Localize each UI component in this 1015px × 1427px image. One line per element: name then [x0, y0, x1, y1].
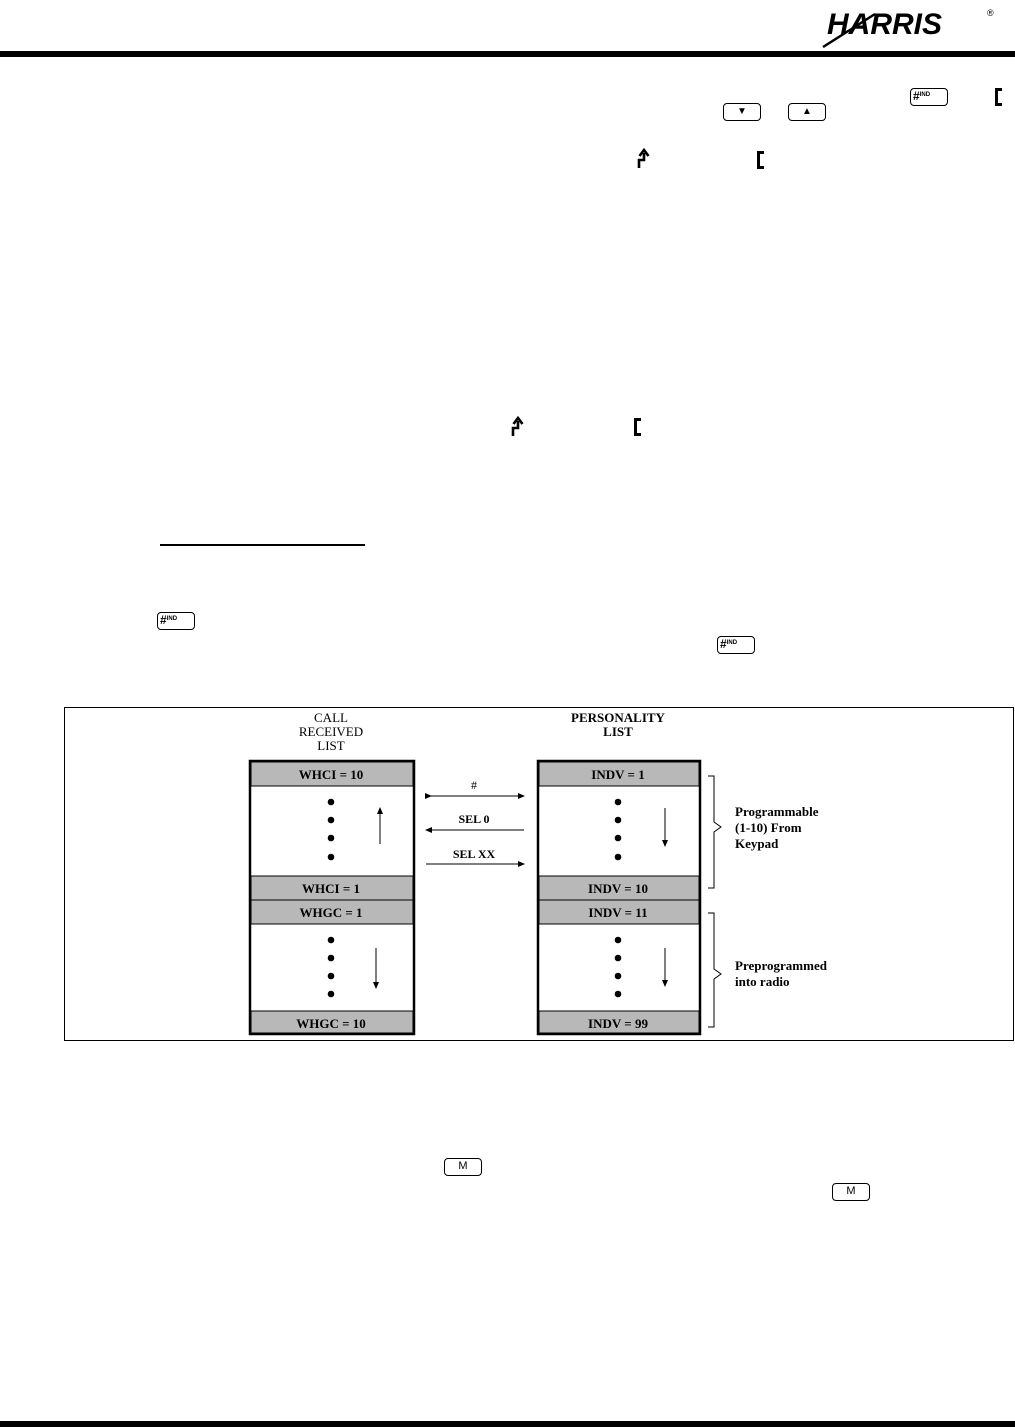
ind-key-sup: IND [919, 92, 931, 98]
scan-arrow-icon [636, 148, 652, 170]
down-arrow-key-icon [723, 103, 761, 121]
registered-mark: ® [987, 8, 994, 18]
ind-key-label: # [160, 613, 167, 627]
top-brace [708, 776, 721, 888]
ind-key-icon [157, 612, 195, 630]
down-arrow-label: ▼ [737, 106, 747, 117]
annotation-bottom-2: into radio [735, 974, 790, 989]
call-list-diagram [64, 707, 1014, 1041]
brand-text: HARRIS [827, 8, 943, 41]
left-title-3: LIST [317, 738, 345, 753]
heading-underline [160, 544, 365, 546]
annotation-top-1: Programmable [735, 804, 819, 819]
annotation-top-3: Keypad [735, 836, 779, 851]
arrow-label-hash: # [471, 778, 477, 792]
scan-arrow-icon [510, 416, 526, 438]
footer-rule [0, 1421, 1015, 1427]
up-arrow-label: ▲ [802, 106, 812, 117]
right-cell-3: INDV = 11 [588, 905, 648, 920]
bracket-icon [757, 151, 764, 169]
menu-key-label: M [458, 1160, 468, 1172]
bottom-brace [708, 913, 721, 1027]
menu-key-icon [444, 1158, 482, 1176]
menu-key-label: M [846, 1185, 856, 1197]
bracket-icon [995, 88, 1002, 106]
right-cell-1: INDV = 1 [591, 767, 645, 782]
left-cell-4: WHGC = 10 [296, 1016, 366, 1031]
harris-logo [815, 4, 1005, 48]
left-title-2: RECEIVED [298, 724, 364, 739]
bracket-icon [634, 418, 641, 436]
ind-key-icon [910, 88, 948, 106]
left-cell-1: WHCI = 10 [298, 767, 364, 782]
annotation-top-2: (1-10) From [735, 820, 802, 835]
arrow-label-sel0: SEL 0 [458, 812, 490, 826]
right-cell-2: INDV = 10 [588, 881, 648, 896]
left-title-1: CALL [314, 710, 348, 725]
up-arrow-key-icon [788, 103, 826, 121]
right-title-2: LIST [603, 724, 633, 739]
ind-key-label: # [913, 89, 920, 103]
annotation-bottom-1: Preprogrammed [735, 958, 827, 973]
ind-key-sup: IND [726, 640, 738, 646]
left-cell-3: WHGC = 1 [299, 905, 363, 920]
arrow-label-selxx: SEL XX [452, 847, 496, 861]
ind-key-icon [717, 636, 755, 654]
header-rule [0, 51, 1015, 57]
ind-key-label: # [720, 637, 727, 651]
menu-key-icon [832, 1183, 870, 1201]
ind-key-sup: IND [166, 616, 178, 622]
right-title-1: PERSONALITY [571, 710, 665, 725]
right-cell-4: INDV = 99 [588, 1016, 648, 1031]
left-cell-2: WHCI = 1 [302, 881, 360, 896]
